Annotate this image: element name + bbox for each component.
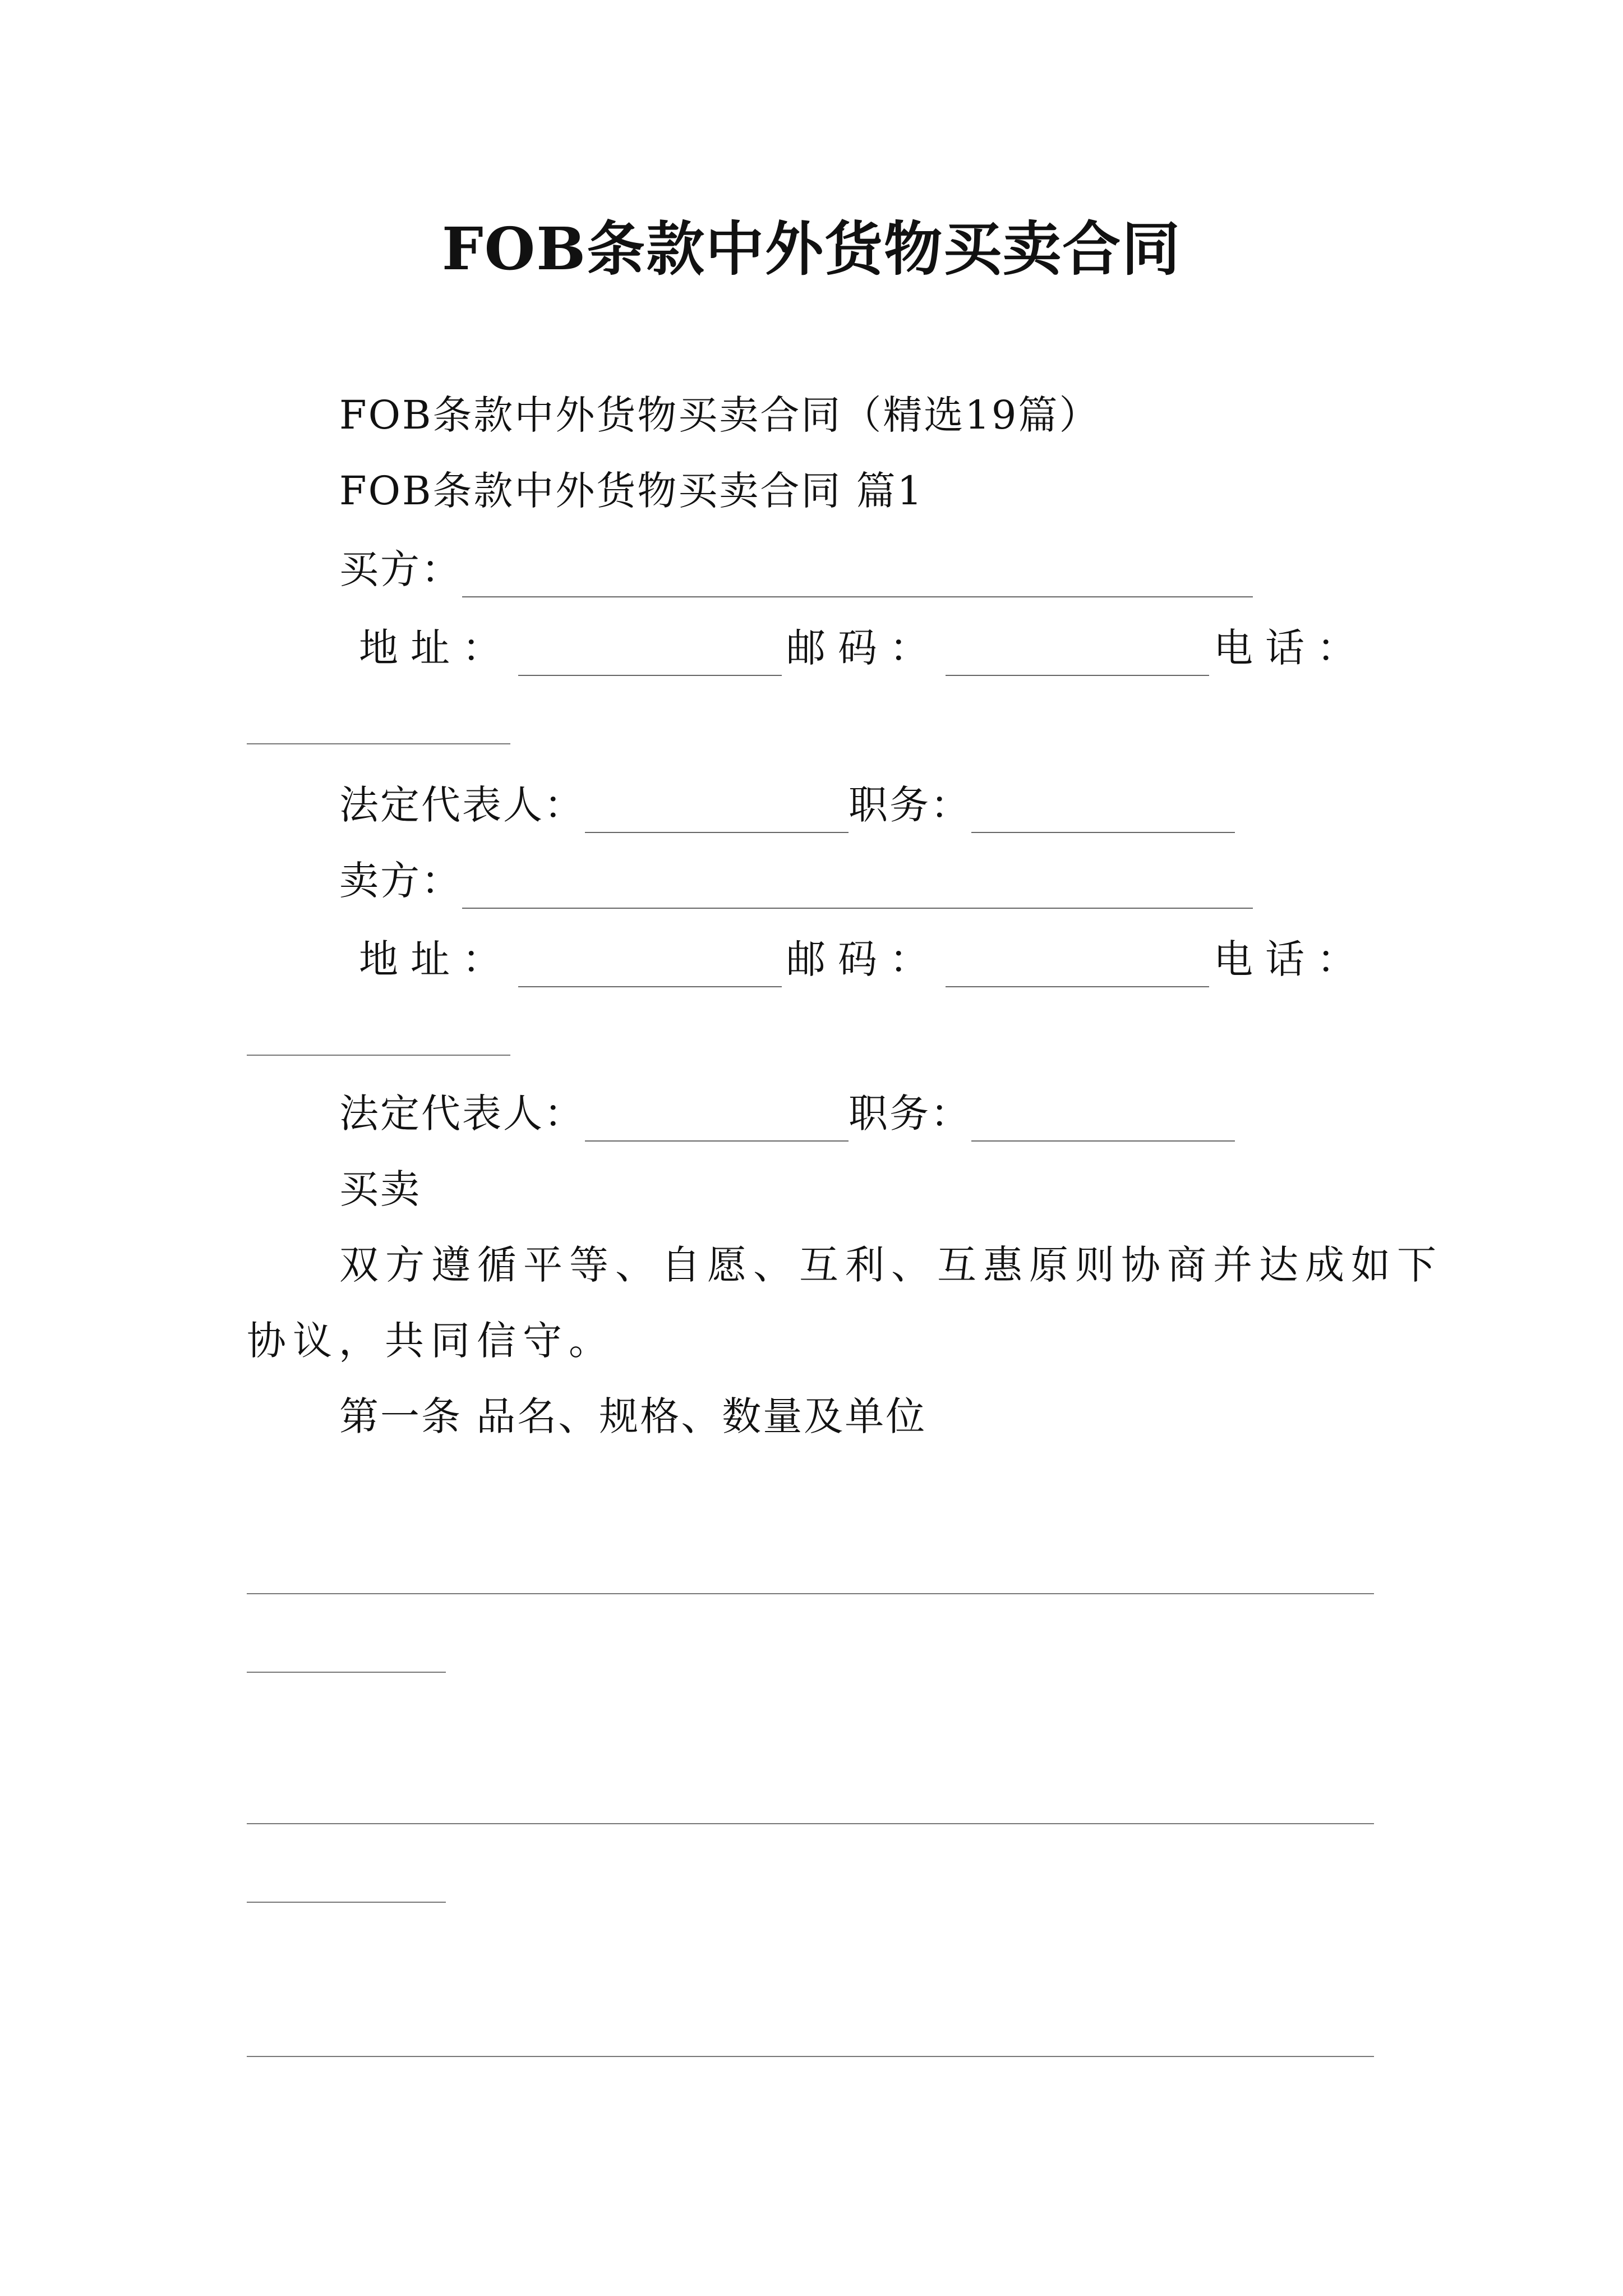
seller-name-blank[interactable]: [462, 868, 1253, 909]
seller-rep-blank[interactable]: [585, 1101, 849, 1142]
fill-line-3[interactable]: [247, 2056, 1374, 2057]
seller-address-label: 地址：: [359, 936, 514, 982]
buyer-row: [339, 541, 1253, 597]
seller-rep-row: [339, 1085, 1235, 1142]
buyer-label: 买方：: [339, 546, 462, 592]
parties-word: 买卖: [339, 1166, 421, 1212]
buyer-address-blank[interactable]: [518, 636, 782, 676]
buyer-rep-label: 法定代表人：: [339, 782, 585, 828]
document-title: FOB条款中外货物买卖合同: [441, 214, 1182, 283]
document-subtitle: FOB条款中外货物买卖合同（精选19篇）: [339, 392, 1100, 438]
article-1-heading: 第一条 品名、规格、数量及单位: [339, 1393, 927, 1439]
fill-line-2-cont[interactable]: [247, 1902, 446, 1903]
buyer-phone-label: 电话：: [1214, 625, 1368, 671]
agreement-line-2: 协议，共同信守。: [247, 1318, 615, 1364]
seller-position-label: 职务：: [849, 1091, 971, 1137]
agreement-line-1: 双方遵循平等、自愿、互利、互惠原则协商并达成如下: [339, 1242, 1443, 1288]
buyer-position-blank[interactable]: [971, 793, 1235, 833]
buyer-rep-row: [339, 777, 1235, 833]
seller-position-blank[interactable]: [971, 1101, 1235, 1142]
seller-row: [339, 853, 1253, 909]
buyer-contact-row: [359, 620, 1368, 676]
fill-line-1[interactable]: [247, 1593, 1374, 1594]
buyer-position-label: 职务：: [849, 782, 971, 828]
seller-postcode-label: 邮码：: [786, 936, 941, 982]
buyer-address-label: 地址：: [359, 625, 514, 671]
section-heading: FOB条款中外货物买卖合同 篇1: [339, 468, 924, 514]
seller-phone-blank[interactable]: [247, 1055, 510, 1056]
seller-address-blank[interactable]: [518, 947, 782, 987]
seller-rep-label: 法定代表人：: [339, 1091, 585, 1137]
fill-line-2[interactable]: [247, 1823, 1374, 1824]
fill-line-1-cont[interactable]: [247, 1672, 446, 1673]
seller-contact-row: [359, 931, 1368, 987]
seller-postcode-blank[interactable]: [946, 947, 1209, 987]
buyer-postcode-blank[interactable]: [946, 636, 1209, 676]
buyer-phone-blank[interactable]: [247, 743, 510, 744]
buyer-postcode-label: 邮码：: [786, 625, 941, 671]
buyer-name-blank[interactable]: [462, 557, 1253, 597]
seller-phone-label: 电话：: [1214, 936, 1368, 982]
seller-label: 卖方：: [339, 858, 462, 904]
buyer-rep-blank[interactable]: [585, 793, 849, 833]
